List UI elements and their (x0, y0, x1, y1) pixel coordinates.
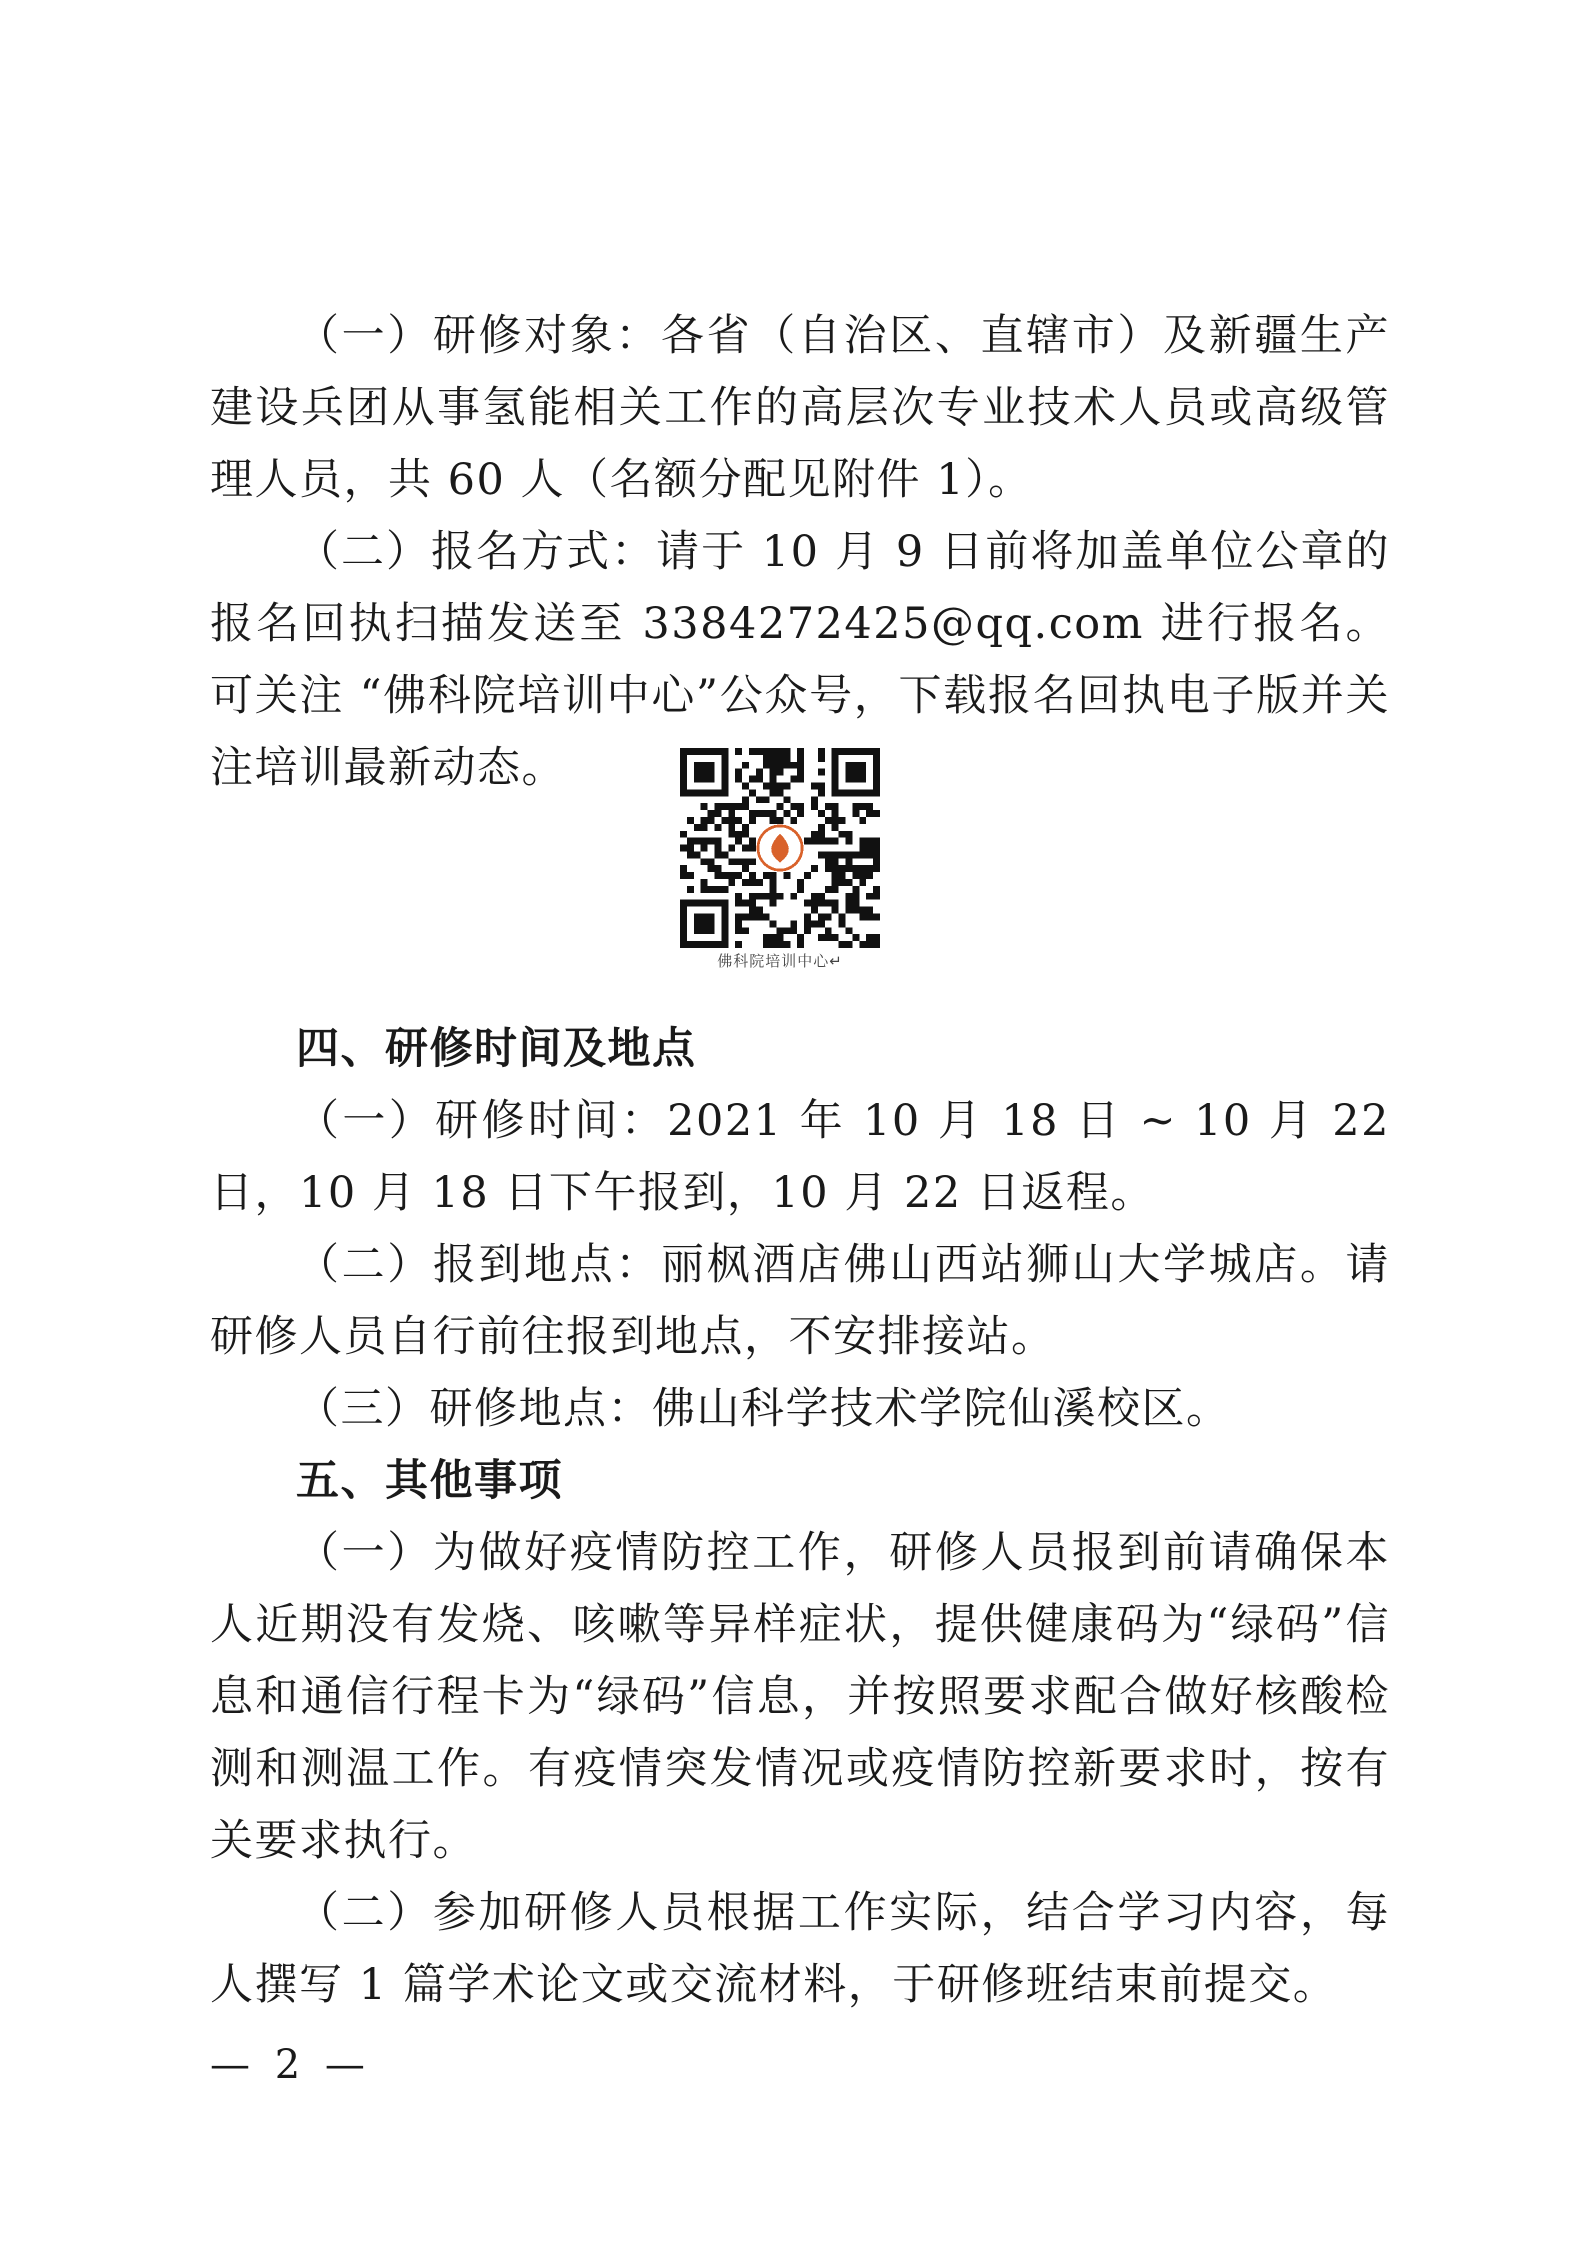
paragraph-study-time: （一）研修时间：2021 年 10 月 18 日 ~ 10 月 22 日，10 月 18 日下午报到，10 月 22 日返程。 (210, 1096, 1390, 1218)
section-4-content (210, 1013, 1390, 2021)
paragraph-epidemic-prevention: （一）为做好疫情防控工作，研修人员报到前请确保本人近期没有发烧、咳嗽等异样症状，提供健康码为“绿码”信息和通信行程卡为“绿码”信息，并按照要求配合做好核酸检测和测温工作。有疫情突发情况或疫情防控新要求时，按有关要求执行。 (210, 1528, 1390, 1866)
qr-caption: 佛科院培训中心↵ (717, 952, 843, 970)
section-5-heading: 五、其他事项 (296, 1456, 563, 1506)
paragraph-participants: （一）研修对象：各省（自治区、直辖市）及新疆生产建设兵团从事氢能相关工作的高层次专业技术人员或高级管理人员，共 60 人（名额分配见附件 1）。 (210, 311, 1390, 505)
section-4-heading: 四、研修时间及地点 (296, 1024, 697, 1074)
paragraph-registration: （二）报名方式：请于 10 月 9 日前将加盖单位公章的报名回执扫描发送至 3384272425@qq.com 进行报名。可关注 “佛科院培训中心”公众号，下载报名回执电子版并关注培训最新动态。 (210, 527, 1390, 793)
paragraph-check-in-location: （二）报到地点：丽枫酒店佛山西站狮山大学城店。请研修人员自行前往报到地点，不安排接站。 (210, 1240, 1390, 1362)
paragraph-paper-submission: （二）参加研修人员根据工作实际，结合学习内容，每人撰写 1 篇学术论文或交流材料，于研修班结束前提交。 (210, 1888, 1390, 2010)
page-number: — 2 — (210, 2042, 371, 2088)
qr-code-icon (680, 748, 880, 948)
paragraph-study-location: （三）研修地点：佛山科学技术学院仙溪校区。 (296, 1384, 1231, 1434)
qr-code-block (680, 748, 880, 971)
section-3-content (210, 300, 1390, 804)
